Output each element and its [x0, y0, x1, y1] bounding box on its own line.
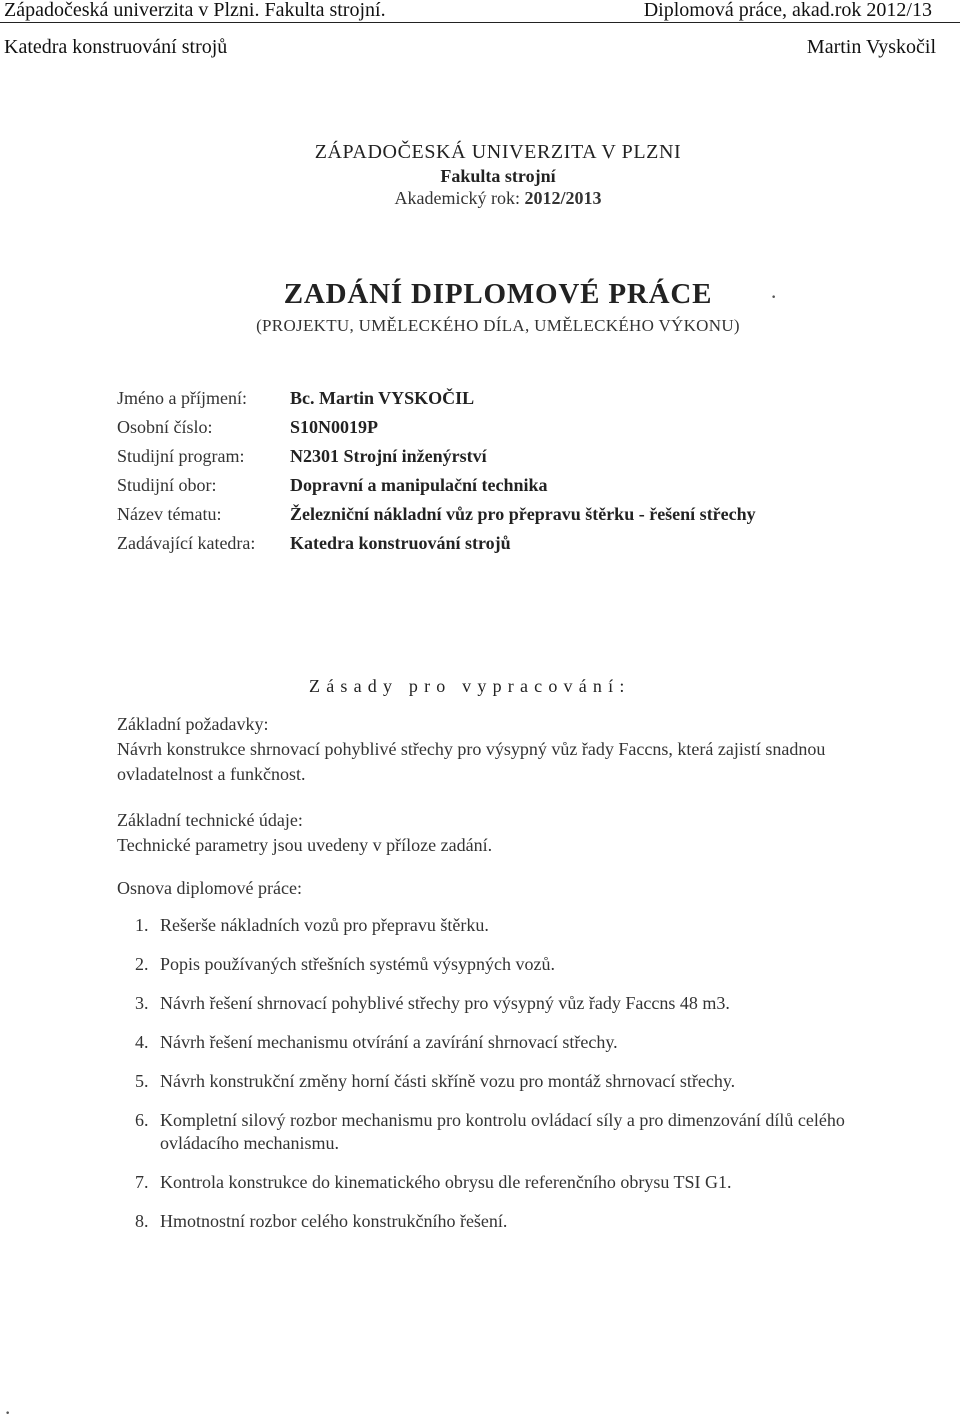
list-item-number: 4. [135, 1032, 149, 1052]
list-item [117, 1210, 897, 1233]
academic-year-value: 2012/2013 [524, 188, 602, 208]
faculty-name: Fakulta strojní [440, 166, 556, 186]
document-subheading: (PROJEKTU, UMĚLECKÉHO DÍLA, UMĚLECKÉHO VÝKONU) [256, 316, 740, 335]
list-item-number: 8. [135, 1211, 149, 1231]
info-value: Katedra konstruování strojů [290, 533, 511, 553]
list-item [117, 1070, 897, 1093]
list-item-text: Kontrola konstrukce do kinematického obrysu dle referenčního obrysu TSI G1. [160, 1172, 732, 1192]
info-label: Název tématu: [117, 504, 222, 524]
list-item-number: 2. [135, 954, 149, 974]
info-label: Osobní číslo: [117, 417, 213, 437]
info-value: Bc. Martin VYSKOČIL [290, 388, 475, 408]
list-item-number: 5. [135, 1071, 149, 1091]
header-author: Martin Vyskočil [806, 36, 936, 58]
outline-list [117, 914, 897, 1249]
list-item [117, 1171, 897, 1194]
list-item [117, 992, 897, 1015]
info-label: Zadávající katedra: [117, 533, 256, 553]
list-item-text: Návrh konstrukční změny horní části skříně vozu pro montáž shrnovací střechy. [160, 1071, 736, 1091]
list-item-text: Hmotnostní rozbor celého konstrukčního řešení. [160, 1211, 508, 1231]
list-item-number: 7. [135, 1172, 149, 1192]
info-label: Studijní obor: [117, 475, 217, 495]
list-item-number: 1. [135, 915, 149, 935]
scan-speck: · [4, 1400, 12, 1425]
list-item-text: Rešerše nákladních vozů pro přepravu štěrku. [160, 915, 489, 935]
list-item [117, 914, 897, 937]
academic-year-label: Akademický rok: [394, 188, 520, 208]
outline-heading: Osnova diplomové práce: [117, 878, 302, 898]
info-value: N2301 Strojní inženýrství [290, 446, 487, 466]
basic-requirements-heading: Základní požadavky: [117, 714, 269, 734]
list-item [117, 953, 897, 976]
header-thesis-year: Diplomová práce, akad.rok 2012/13 [643, 0, 932, 21]
list-item-text: Návrh řešení mechanismu otvírání a zavírání shrnovací střechy. [160, 1032, 618, 1052]
academic-year [0, 188, 960, 209]
running-header-top [0, 0, 960, 23]
info-value: Železniční nákladní vůz pro přepravu štěrku - řešení střechy [290, 504, 756, 524]
running-header-bottom [0, 36, 960, 62]
document-heading: ZADÁNÍ DIPLOMOVÉ PRÁCE [283, 278, 713, 310]
info-label: Jméno a příjmení: [117, 388, 247, 408]
header-department: Katedra konstruování strojů [4, 36, 228, 58]
basic-requirements-text: Návrh konstrukce shrnovací pohyblivé střechy pro výsypný vůz řady Faccns, která zajistí snadnou ovladatelnost a funkčnost. [117, 739, 826, 784]
list-item-number: 6. [135, 1110, 149, 1130]
list-item-text: Popis používaných střešních systémů výsypných vozů. [160, 954, 555, 974]
list-item [117, 1031, 897, 1054]
scan-speck: · [770, 284, 778, 309]
list-item [117, 1109, 897, 1155]
guidelines-heading: Zásady pro vypracování: [309, 676, 631, 696]
list-item-text: Návrh řešení shrnovací pohyblivé střechy pro výsypný vůz řady Faccns 48 m3. [160, 993, 730, 1013]
list-item-number: 3. [135, 993, 149, 1013]
technical-data-text: Technické parametry jsou uvedeny v příloze zadání. [117, 835, 493, 855]
info-value: S10N0019P [290, 417, 379, 437]
university-name: ZÁPADOČESKÁ UNIVERZITA V PLZNI [314, 141, 682, 163]
list-item-text: Kompletní silový rozbor mechanismu pro kontrolu ovládací síly a pro dimenzování dílů celého ovládacího mechanismu. [160, 1110, 845, 1153]
header-university-faculty: Západočeská univerzita v Plzni. Fakulta strojní. [4, 0, 386, 21]
technical-data-heading: Základní technické údaje: [117, 810, 303, 830]
info-label: Studijní program: [117, 446, 245, 466]
info-value: Dopravní a manipulační technika [290, 475, 548, 495]
